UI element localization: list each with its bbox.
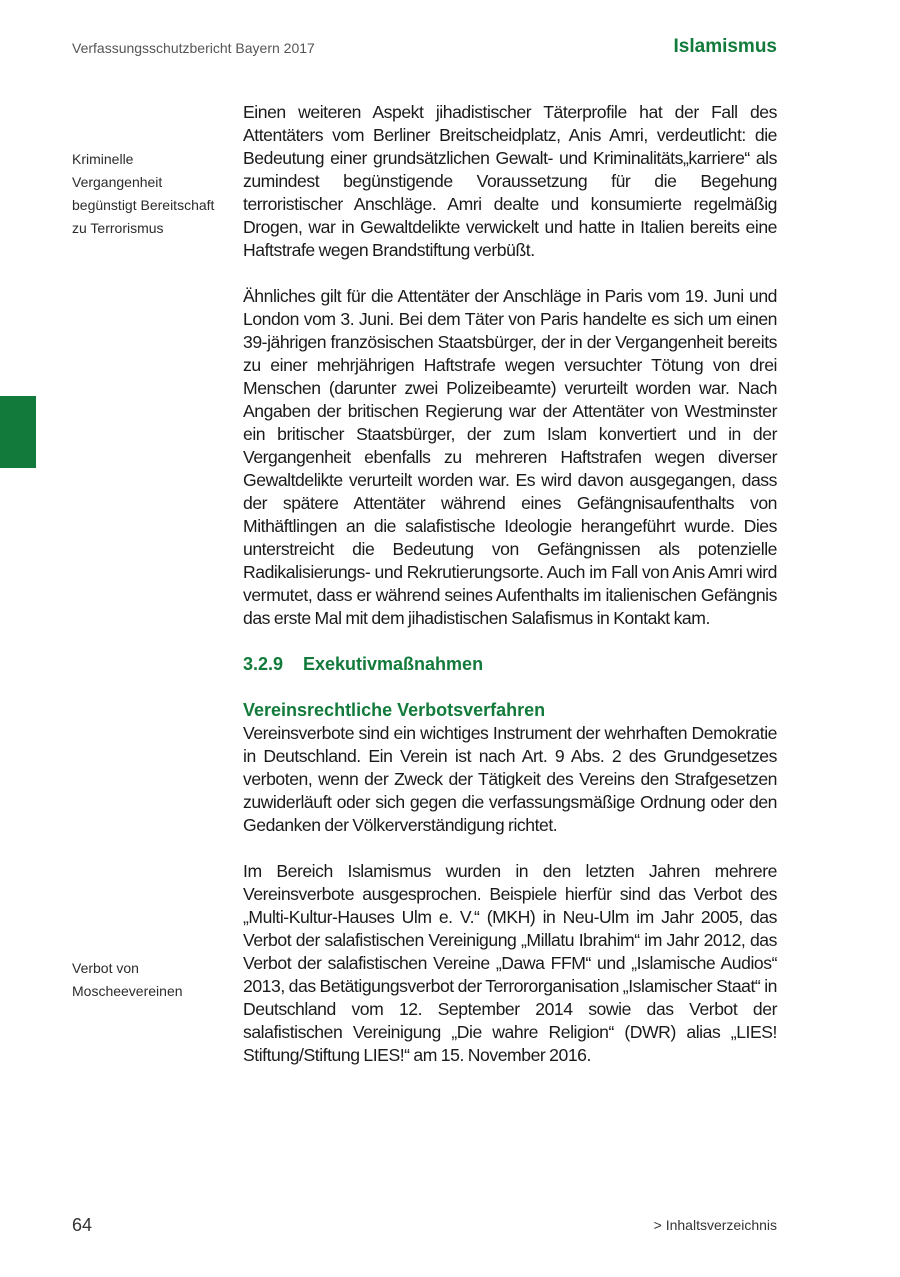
subheading: Vereinsrechtliche Verbotsverfahren bbox=[243, 700, 546, 720]
section-heading bbox=[243, 653, 777, 676]
main-text bbox=[243, 101, 777, 1067]
paragraph-islamismus-verbote: Im Bereich Islamismus wurden in den letzten Jahren mehrere Vereinsverbote ausgesprochen. Beispiele hierfür sind das Verbot des „Multi-Kultur-Hauses Ulm e. V.“ (MKH) in Neu-Ulm im Jahr 2005, das Verbot der salafistischen Vereinigung „Millatu Ibrahim“ im Jahr 2012, das Verbot der salafistischen Vereine „Dawa FFM“ und „Islamische Audios“ 2013, das Betätigungsverbot der Terrororganisation „Islamischer Staat“ in Deutschland vom 12. September 2014 sowie das Verbot der salafistischen Vereinigung „Die wahre Religion“ (DWR) alias „LIES! Stiftung/Stiftung LIES!“ am 15. November 2016. bbox=[243, 861, 777, 1065]
toc-link[interactable]: > Inhaltsverzeichnis bbox=[653, 1217, 777, 1233]
section-title: Exekutivmaßnahmen bbox=[303, 654, 484, 674]
report-title: Verfassungsschutzbericht Bayern 2017 bbox=[72, 40, 315, 56]
page-number: 64 bbox=[72, 1215, 93, 1235]
margin-note-criminal-past: Kriminelle Vergangenheit begünstigt Bereitschaft zu Terrorismus bbox=[72, 151, 215, 236]
paragraph-amri: Einen weiteren Aspekt jihadistischer Täterprofile hat der Fall des Attentäters vom Berliner Breitscheidplatz, Anis Amri, verdeutlicht: die Bedeutung einer grundsätzlichen Gewalt- und Kriminalitäts„karriere“ als zumindest begünstigende Voraussetzung für die Begehung terroristischer Anschläge. Amri dealte und konsumierte regelmäßig Drogen, war in Gewaltdelikte verwickelt und hatte in Italien bereits eine Haftstrafe wegen Brandstiftung verbüßt. bbox=[243, 102, 777, 260]
paragraph-vereinsverbote: Vereinsverbote sind ein wichtiges Instrument der wehrhaften Demokratie in Deutschland. Ein Verein ist nach Art. 9 Abs. 2 des Grundgesetzes verboten, wenn der Zweck der Tätigkeit des Vereins den Strafgesetzen zuwiderläuft oder sich gegen die verfassungsmäßige Ordnung oder den Gedanken der Völkerverständigung richtet. bbox=[243, 723, 777, 835]
section-number: 3.2.9 bbox=[243, 654, 284, 674]
paragraph-paris-london: Ähnliches gilt für die Attentäter der Anschläge in Paris vom 19. Juni und London vom 3. Juni. Bei dem Täter von Paris handelte es sich um einen 39-jährigen französischen Staatsbürger, der in der Vergangenheit bereits zu einer mehrjährigen Haftstrafe wegen versuchter Tötung von drei Menschen (darunter zwei Polizeibeamte) verurteilt worden war. Nach Angaben der britischen Regierung war der Attentäter von Westminster ein britischer Staatsbürger, der zum Islam konvertiert und in der Vergangenheit ebenfalls zu mehreren Haftstrafen wegen diverser Gewaltdelikte verurteilt worden war. Es wird davon ausgegangen, dass der spätere Attentäter während eines Gefängnisaufenthalts von Mithäftlingen an die salafistische Ideologie herangeführt wurde. Dies unterstreicht die Bedeutung von Gefängnissen als potenzielle Radikalisierungs- und Rekrutierungsorte. Auch im Fall von Anis Amri wird vermutet, dass er während seines Aufenthalts im italienischen Gefängnis das erste Mal mit dem jihadistischen Salafismus in Kontakt kam. bbox=[243, 286, 777, 628]
margin-note-mosque-ban: Verbot von Moscheevereinen bbox=[72, 960, 183, 999]
chapter-tab-marker bbox=[0, 396, 36, 468]
chapter-title: Islamismus bbox=[673, 36, 777, 57]
